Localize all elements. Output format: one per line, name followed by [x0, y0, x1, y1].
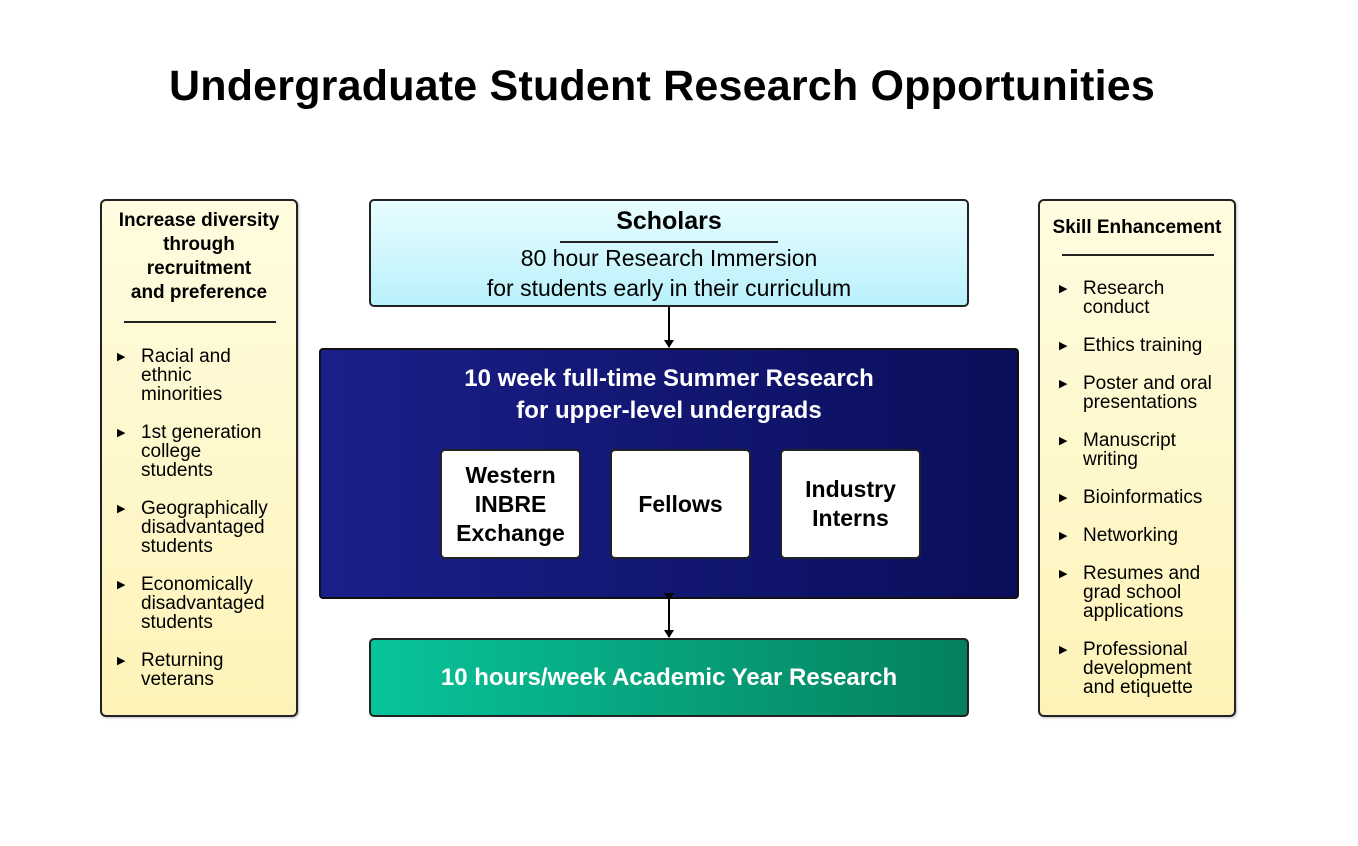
- bullet-icon: ▶: [117, 503, 126, 515]
- bullet-icon: ▶: [1059, 378, 1068, 390]
- bullet-icon: ▶: [117, 351, 126, 363]
- list-item: ▶ Bioinformatics: [1059, 487, 1203, 508]
- list-item: ▶ Poster and oral presentations: [1059, 373, 1212, 413]
- scholars-title: Scholars: [616, 207, 722, 235]
- summer-title-line-2: for upper-level undergrads: [516, 397, 822, 424]
- list-item: ▶ Research conduct: [1059, 278, 1165, 318]
- scholars-line-2: for students early in their curriculum: [486, 275, 852, 301]
- list-item: ▶ Manuscript writing: [1059, 430, 1176, 470]
- bullet-icon: ▶: [1059, 644, 1068, 656]
- bullet-icon: ▶: [1059, 568, 1068, 580]
- list-item: ▶ Professional development and etiquette: [1059, 639, 1193, 698]
- western-inbre-exchange-box: Western INBRE Exchange: [440, 449, 581, 559]
- industry-interns-box: Industry Interns: [780, 449, 921, 559]
- list-item: ▶ Resumes and grad school applications: [1059, 563, 1201, 622]
- list-item: ▶ Racial and ethnic minorities: [117, 346, 231, 405]
- bullet-icon: ▶: [117, 655, 126, 667]
- bullet-icon: ▶: [117, 579, 126, 591]
- bullet-icon: ▶: [1059, 492, 1068, 504]
- diversity-heading: Increase diversity through recruitment and preference: [118, 210, 280, 303]
- skill-heading: Skill Enhancement: [1052, 217, 1222, 238]
- list-item: ▶ Geographically disadvantaged students: [117, 498, 268, 557]
- bullet-icon: ▶: [117, 427, 126, 439]
- bullet-icon: ▶: [1059, 340, 1068, 352]
- bullet-icon: ▶: [1059, 283, 1068, 295]
- diagram-title: Undergraduate Student Research Opportunities: [168, 62, 1155, 110]
- bullet-icon: ▶: [1059, 435, 1068, 447]
- scholars-line-1: 80 hour Research Immersion: [520, 245, 818, 271]
- academic-year-box: 10 hours/week Academic Year Research: [369, 638, 969, 717]
- summer-title-line-1: 10 week full-time Summer Research: [464, 365, 874, 392]
- bullet-icon: ▶: [1059, 530, 1068, 542]
- list-item: ▶ Economically disadvantaged students: [117, 574, 265, 633]
- list-item: ▶ Networking: [1059, 525, 1179, 546]
- list-item: ▶ 1st generation college students: [117, 422, 262, 481]
- list-item: ▶ Returning veterans: [117, 650, 224, 690]
- list-item: ▶ Ethics training: [1059, 335, 1203, 356]
- fellows-box: Fellows: [610, 449, 751, 559]
